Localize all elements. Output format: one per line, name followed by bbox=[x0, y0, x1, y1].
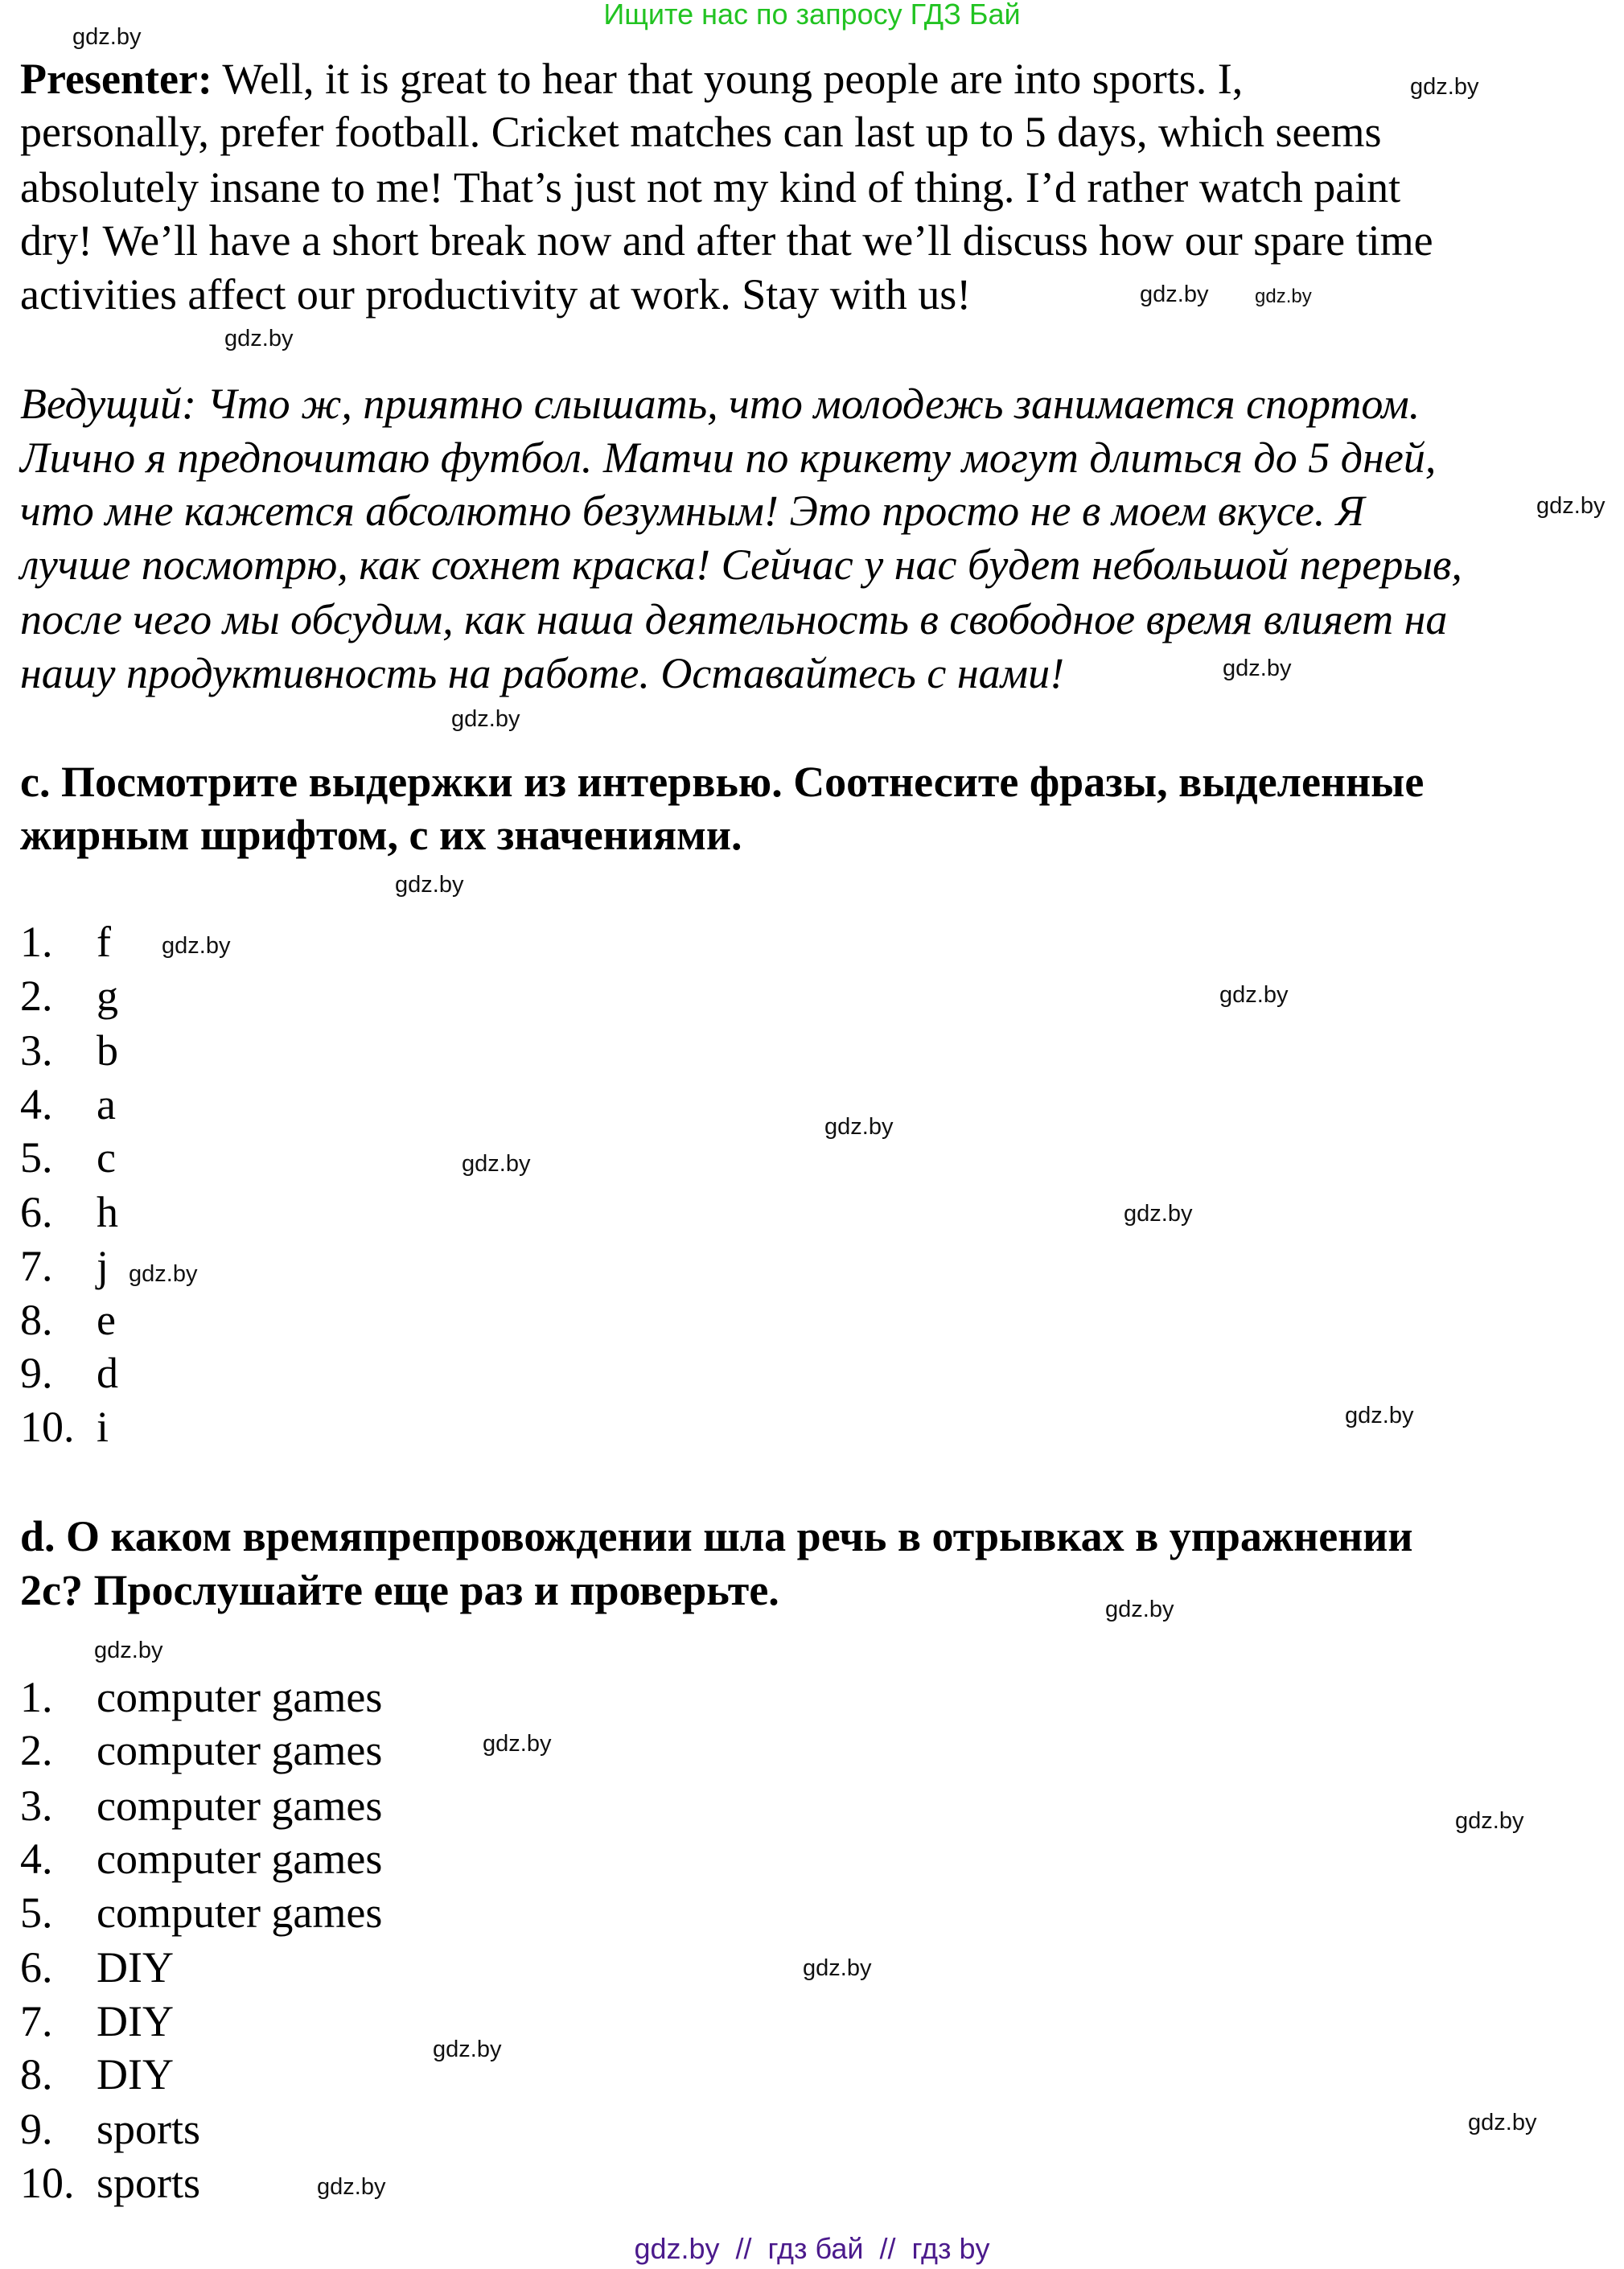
translation-line: лучше посмотрю, как сохнет краска! Сейчас у нас будет небольшой перерыв, bbox=[20, 541, 1462, 589]
item-number: 7. bbox=[20, 1997, 53, 2045]
watermark: gdz.by bbox=[1223, 656, 1292, 681]
item-answer: DIY bbox=[97, 1943, 174, 1992]
footer-links[interactable]: gdz.by // гдз бай // гдз by bbox=[634, 2232, 990, 2265]
item-answer: g bbox=[97, 972, 118, 1020]
translation-line: Лично я предпочитаю футбол. Матчи по крикету могут длиться до 5 дней, bbox=[20, 434, 1437, 482]
watermark: gdz.by bbox=[1468, 2110, 1537, 2135]
watermark: gdz.by bbox=[433, 2037, 502, 2062]
section-c-heading: c. Посмотрите выдержки из интервью. Соотнесите фразы, выделенные bbox=[20, 758, 1425, 806]
watermark: gdz.by bbox=[94, 1638, 163, 1663]
item-answer: computer games bbox=[97, 1835, 383, 1883]
item-number: 1. bbox=[20, 918, 53, 966]
item-number: 4. bbox=[20, 1080, 53, 1128]
item-number: 7. bbox=[20, 1242, 53, 1290]
item-number: 9. bbox=[20, 1349, 53, 1397]
item-answer: DIY bbox=[97, 1997, 174, 2045]
item-number: 8. bbox=[20, 1296, 53, 1344]
watermark: gdz.by bbox=[224, 326, 294, 351]
watermark: gdz.by bbox=[129, 1261, 198, 1287]
item-number: 1. bbox=[20, 1673, 53, 1721]
section-c-heading: жирным шрифтом, с их значениями. bbox=[20, 811, 742, 859]
presenter-text: Well, it is great to hear that young people are into sports. I, bbox=[212, 55, 1244, 103]
item-answer: a bbox=[97, 1080, 116, 1128]
presenter-line: dry! We’ll have a short break now and after that we’ll discuss how our spare time bbox=[20, 216, 1433, 265]
watermark: gdz.by bbox=[1219, 982, 1289, 1008]
watermark: gdz.by bbox=[1536, 493, 1605, 519]
item-answer: sports bbox=[97, 2105, 201, 2153]
watermark: gdz.by bbox=[483, 1731, 552, 1757]
item-answer: computer games bbox=[97, 1726, 383, 1774]
item-answer: e bbox=[97, 1296, 116, 1344]
watermark: gdz.by bbox=[1105, 1597, 1174, 1622]
watermark: gdz.by bbox=[72, 24, 142, 50]
item-answer: b bbox=[97, 1026, 118, 1075]
watermark: gdz.by bbox=[395, 872, 464, 898]
watermark: gdz.by bbox=[162, 933, 231, 959]
watermark: gdz.by bbox=[1140, 282, 1209, 307]
item-number: 8. bbox=[20, 2050, 53, 2098]
section-d-heading: 2c? Прослушайте еще раз и проверьте. bbox=[20, 1566, 779, 1614]
item-answer: i bbox=[97, 1403, 109, 1451]
watermark: gdz.by bbox=[1410, 74, 1479, 100]
search-banner: Ищите нас по запросу ГДЗ Бай bbox=[603, 0, 1021, 31]
presenter-line bbox=[20, 52, 1243, 106]
item-number: 3. bbox=[20, 1782, 53, 1830]
item-number: 5. bbox=[20, 1889, 53, 1937]
item-answer: j bbox=[97, 1242, 109, 1290]
item-number: 3. bbox=[20, 1026, 53, 1075]
item-answer: computer games bbox=[97, 1673, 383, 1721]
watermark: gdz.by bbox=[462, 1151, 531, 1177]
translation-line: после чего мы обсудим, как наша деятельность в свободное время влияет на bbox=[20, 595, 1448, 643]
item-number: 5. bbox=[20, 1133, 53, 1182]
item-answer: DIY bbox=[97, 2050, 174, 2098]
speaker-label: Presenter: bbox=[20, 55, 212, 103]
item-answer: f bbox=[97, 918, 111, 966]
watermark: gdz.by bbox=[451, 706, 520, 732]
item-answer: sports bbox=[97, 2159, 201, 2207]
watermark: gdz.by bbox=[1345, 1403, 1414, 1428]
item-number: 2. bbox=[20, 1726, 53, 1774]
item-number: 2. bbox=[20, 972, 53, 1020]
watermark: gdz.by bbox=[824, 1114, 894, 1140]
item-answer: d bbox=[97, 1349, 118, 1397]
translation-line: Ведущий: Что ж, приятно слышать, что молодежь занимается спортом. bbox=[20, 380, 1420, 428]
item-number: 10. bbox=[20, 1403, 75, 1451]
watermark: gdz.by bbox=[317, 2174, 386, 2200]
item-number: 4. bbox=[20, 1835, 53, 1883]
watermark: gdz.by bbox=[1255, 286, 1312, 307]
presenter-line: personally, prefer football. Cricket matches can last up to 5 days, which seems bbox=[20, 108, 1382, 156]
item-number: 6. bbox=[20, 1943, 53, 1992]
watermark: gdz.by bbox=[1124, 1201, 1193, 1227]
presenter-line: activities affect our productivity at work. Stay with us! bbox=[20, 270, 972, 319]
item-number: 10. bbox=[20, 2159, 75, 2207]
item-answer: computer games bbox=[97, 1889, 383, 1937]
item-answer: computer games bbox=[97, 1782, 383, 1830]
item-answer: c bbox=[97, 1133, 116, 1182]
item-answer: h bbox=[97, 1188, 118, 1236]
presenter-line: absolutely insane to me! That’s just not my kind of thing. I’d rather watch paint bbox=[20, 163, 1401, 212]
watermark: gdz.by bbox=[803, 1955, 872, 1981]
section-d-heading: d. О каком времяпрепровождении шла речь в отрывках в упражнении bbox=[20, 1512, 1413, 1560]
item-number: 9. bbox=[20, 2105, 53, 2153]
item-number: 6. bbox=[20, 1188, 53, 1236]
translation-line: что мне кажется абсолютно безумным! Это просто не в моем вкусе. Я bbox=[20, 487, 1365, 535]
translation-line: нашу продуктивность на работе. Оставайтесь с нами! bbox=[20, 649, 1065, 697]
watermark: gdz.by bbox=[1455, 1808, 1524, 1834]
